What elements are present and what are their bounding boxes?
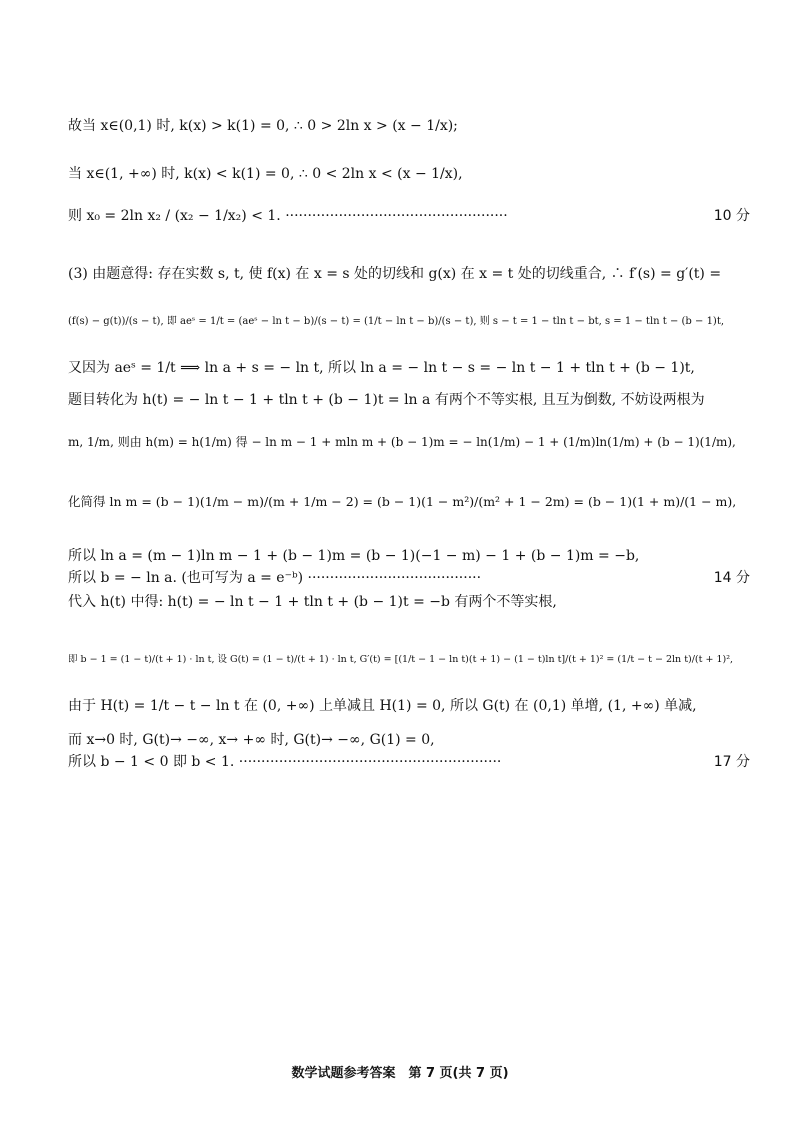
score-label: 14 分 <box>713 570 750 586</box>
text-line: 当 x∈(1, +∞) 时, k(x) < k(1) = 0, ∴ 0 < 2ln x < (x − 1/x), <box>68 166 463 182</box>
text-line: (f(s) − g(t))/(s − t), 即 aeˢ = 1/t = (aeˢ − ln t − b)/(s − t) = (1/t − ln t − b)/(s − t), 则 s − t = 1 − tln t − bt, s = 1 − tln t − (b − 1)t, <box>68 316 725 327</box>
text-line: 化简得 ln m = (b − 1)(1/m − m)/(m + 1/m − 2) = (b − 1)(1 − m²)/(m² + 1 − 2m) = (b − 1)(1 + m)/(1 − m), <box>68 494 737 509</box>
text-line: 又因为 aeˢ = 1/t ⟹ ln a + s = − ln t, 所以 ln a = − ln t − s = − ln t − 1 + tln t + (b − 1)t, <box>68 360 695 376</box>
text-line: 所以 b − 1 < 0 即 b < 1. ··························································· <box>68 754 502 770</box>
text-line: 则 x₀ = 2ln x₂ / (x₂ − 1/x₂) < 1. ·················································· <box>68 208 508 224</box>
text-line: 题目转化为 h(t) = − ln t − 1 + tln t + (b − 1)t = ln a 有两个不等实根, 且互为倒数, 不妨设两根为 <box>68 392 705 408</box>
text-line: 而 x→0 时, G(t)→ −∞, x→ +∞ 时, G(t)→ −∞, G(1) = 0, <box>68 732 435 748</box>
text-line: 由于 H(t) = 1/t − t − ln t 在 (0, +∞) 上单减且 H(1) = 0, 所以 G(t) 在 (0,1) 单增, (1, +∞) 单减, <box>68 698 697 714</box>
text-line: 所以 b = − ln a. (也可写为 a = e⁻ᵇ) ······································· <box>68 570 482 586</box>
text-line: 所以 ln a = (m − 1)ln m − 1 + (b − 1)m = (b − 1)(−1 − m) − 1 + (b − 1)m = −b, <box>68 548 640 564</box>
score-label: 17 分 <box>713 754 750 770</box>
text-line: 故当 x∈(0,1) 时, k(x) > k(1) = 0, ∴ 0 > 2ln x > (x − 1/x); <box>68 118 458 134</box>
text-line: (3) 由题意得: 存在实数 s, t, 使 f(x) 在 x = s 处的切线和 g(x) 在 x = t 处的切线重合, ∴ f′(s) = g′(t) = <box>68 266 722 282</box>
score-label: 10 分 <box>713 208 750 224</box>
text-line: 代入 h(t) 中得: h(t) = − ln t − 1 + tln t + (b − 1)t = −b 有两个不等实根, <box>68 594 557 610</box>
text-line: m, 1/m, 则由 h(m) = h(1/m) 得 − ln m − 1 + mln m + (b − 1)m = − ln(1/m) − 1 + (1/m)ln(1/m) + (b − 1)(1/m), <box>68 435 736 449</box>
page-footer: 数学试题参考答案 第 7 页(共 7 页) <box>291 1066 509 1081</box>
text-line: 即 b − 1 = (1 − t)/(t + 1) · ln t, 设 G(t) = (1 − t)/(t + 1) · ln t, G′(t) = [(1/t − 1 − ln t)(t + 1) − (1 − t)ln t]/(t + 1)² = (1/t − t − 2ln t)/(t + 1)², <box>68 654 734 665</box>
